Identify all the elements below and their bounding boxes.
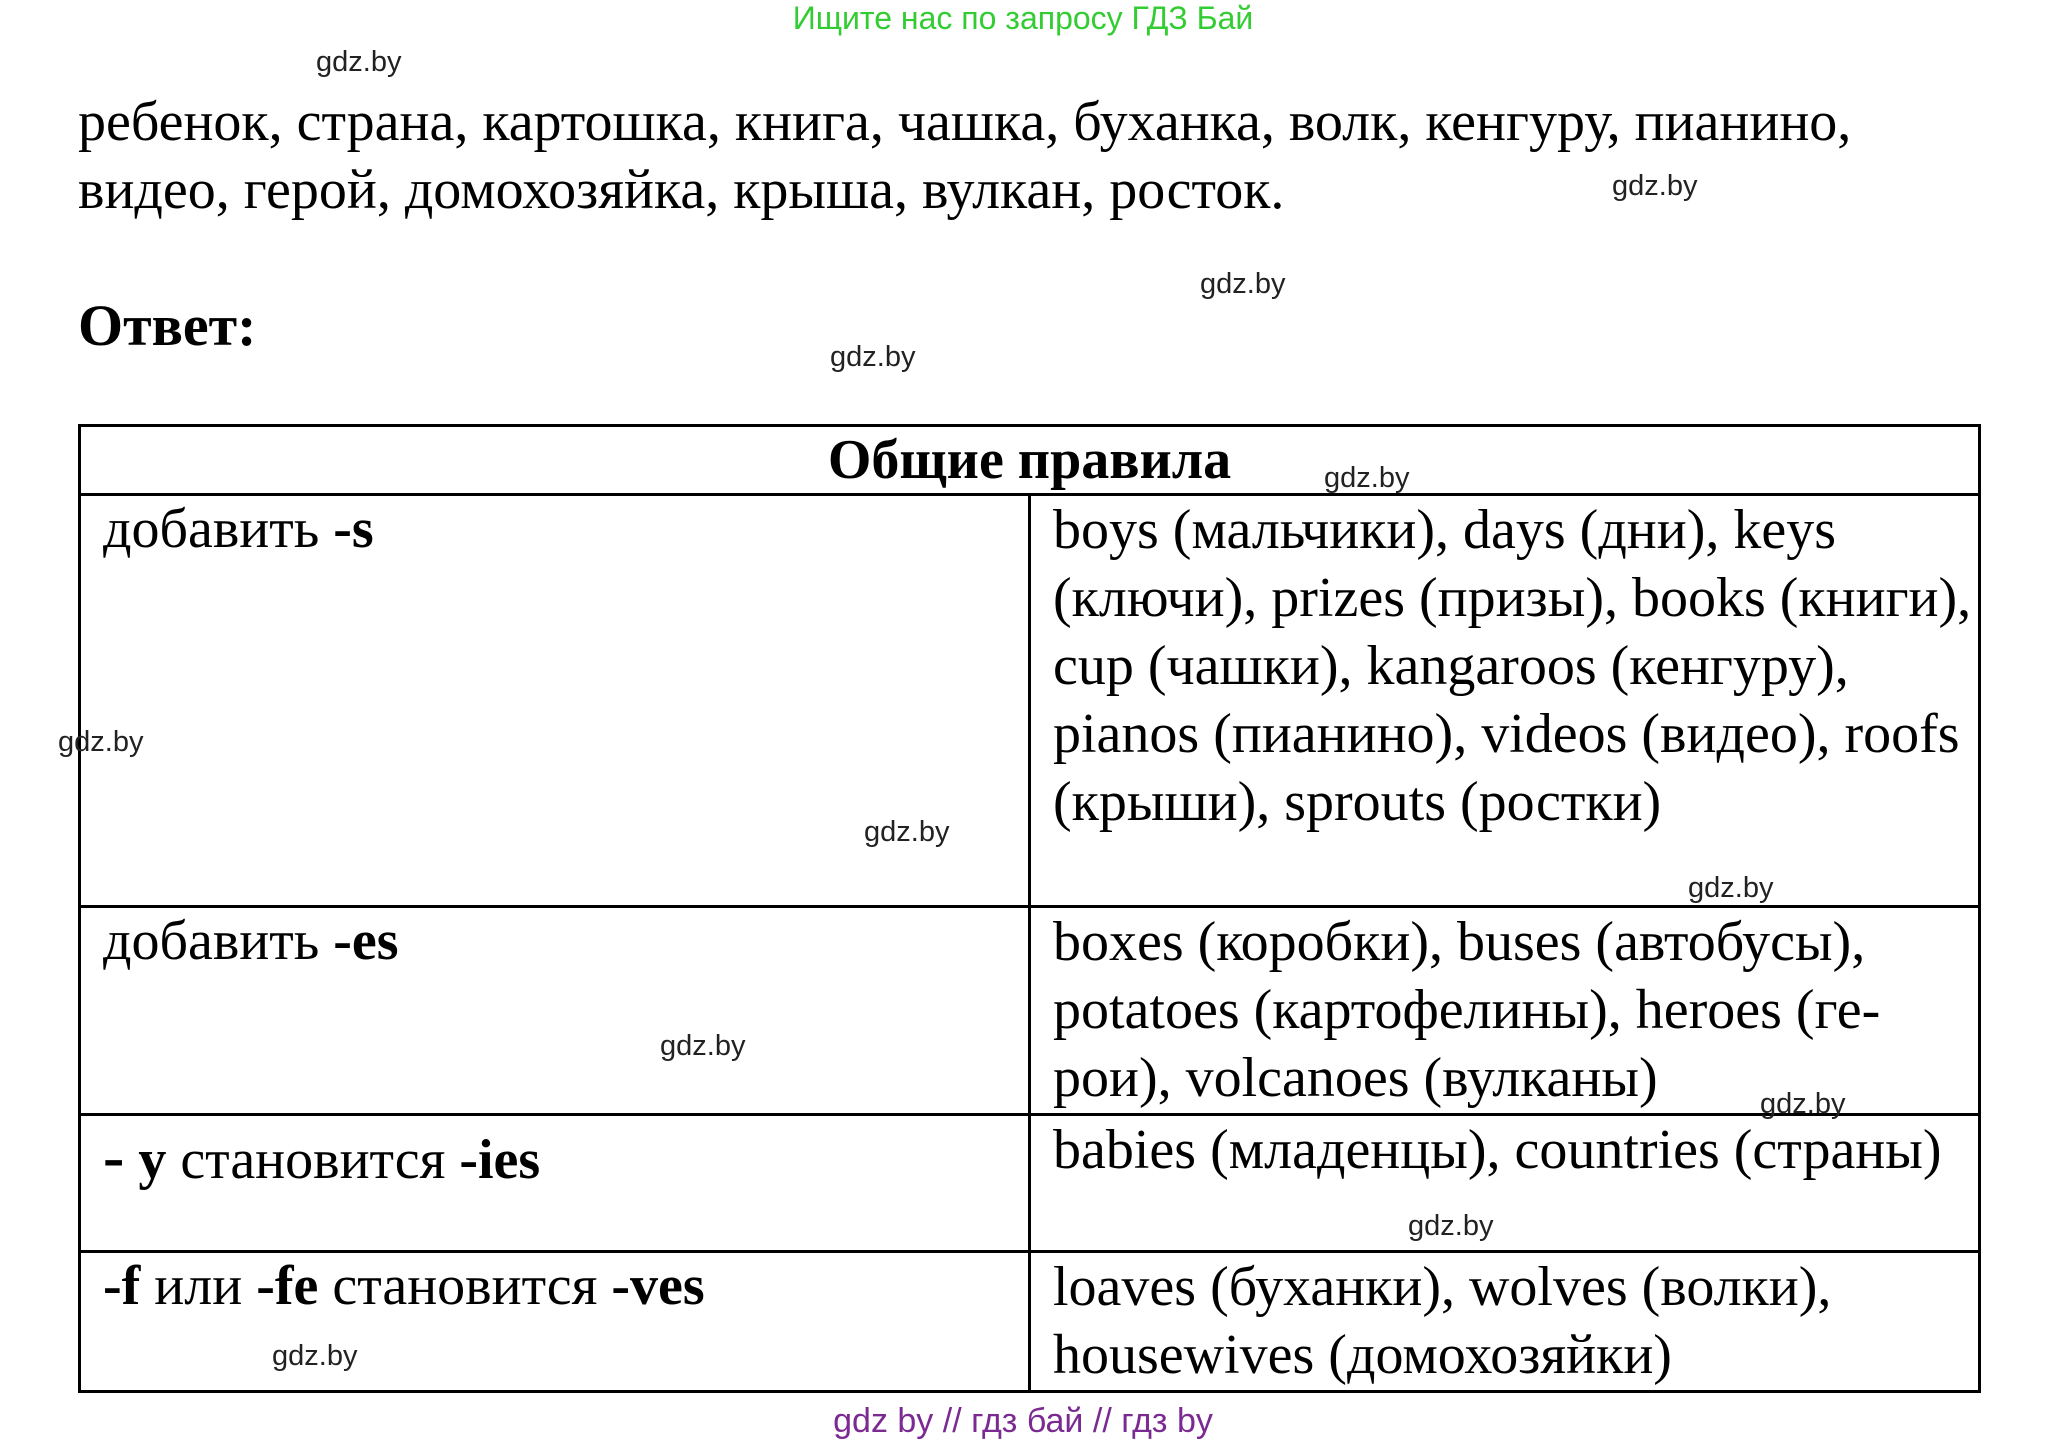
footer-watermark: gdz by // гдз бай // гдз by <box>833 1402 1213 1440</box>
table-header-row <box>80 426 1980 495</box>
word-list <box>78 88 1998 224</box>
watermark: gdz.by <box>1200 268 1286 300</box>
rules-table <box>78 424 1981 1393</box>
rule-suffix: -ves <box>611 1255 705 1318</box>
rule-cell-ves <box>80 1252 1030 1392</box>
table-row <box>80 1252 1980 1392</box>
table-row <box>80 906 1980 1114</box>
rule-letter-y: y <box>124 1128 167 1191</box>
rule-dash: - <box>103 1120 125 1192</box>
watermark: gdz.by <box>864 816 950 848</box>
top-banner: Ищите нас по запросу ГДЗ Бай <box>792 0 1254 36</box>
examples-cell-es: boxes (коробки), buses (автобусы), potatoes (картофелины), heroes (ге-рои), volcanoes (вулканы) <box>1030 906 1980 1114</box>
watermark: gdz.by <box>830 341 916 373</box>
table-header: Общие правила <box>80 426 1980 495</box>
examples-cell-ves: loaves (буханки), wolves (волки), housewives (домохозяйки) <box>1030 1252 1980 1392</box>
word-list-line-2: видео, герой, домохозяйка, крыша, вулкан, росток. <box>78 159 1285 221</box>
rule-suffix: -ies <box>459 1128 541 1191</box>
rule-text: добавить <box>103 909 334 972</box>
examples-cell-ies: babies (младенцы), countries (страны) <box>1030 1114 1980 1252</box>
table-row <box>80 495 1980 907</box>
watermark: gdz.by <box>1760 1088 1846 1120</box>
watermark: gdz.by <box>1324 462 1410 494</box>
table-row <box>80 1114 1980 1252</box>
rule-cell-ies <box>80 1114 1030 1252</box>
rule-cell-es <box>80 906 1030 1114</box>
watermark: gdz.by <box>1408 1210 1494 1242</box>
rule-text: становится <box>318 1255 612 1318</box>
watermark: gdz.by <box>660 1030 746 1062</box>
watermark: gdz.by <box>1612 170 1698 202</box>
rule-suffix: -es <box>333 909 399 972</box>
rule-text: добавить <box>103 498 334 561</box>
watermark: gdz.by <box>316 46 402 78</box>
watermark: gdz.by <box>272 1340 358 1372</box>
rule-suffix: -s <box>333 498 374 561</box>
watermark: gdz.by <box>1688 872 1774 904</box>
answer-label: Ответ: <box>78 293 257 358</box>
watermark: gdz.by <box>58 726 144 758</box>
word-list-line-1: ребенок, страна, картошка, книга, чашка, буханка, волк, кенгуру, пианино, <box>78 91 1852 153</box>
rule-f: -f <box>103 1255 141 1318</box>
rule-text: становится <box>166 1128 460 1191</box>
rule-text: или <box>140 1255 257 1318</box>
rule-fe: -fe <box>256 1255 319 1318</box>
examples-cell-s: boys (мальчики), days (дни), keys (ключи), prizes (призы), books (книги), cup (чашки), kangaroos (кенгуру), pianos (пианино), videos (видео), roofs (крыши), sprouts (ростки) <box>1030 495 1980 907</box>
